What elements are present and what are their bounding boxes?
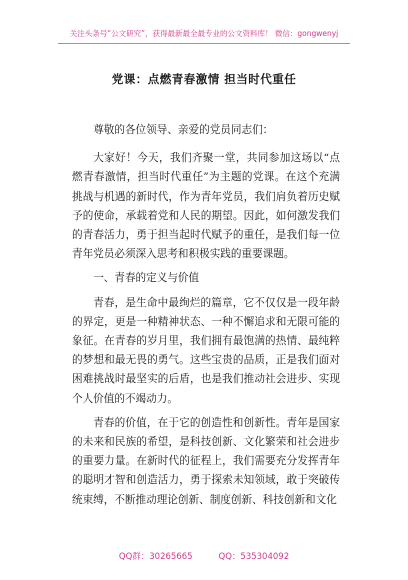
footer-contact: [0, 550, 408, 562]
paragraph-youth-value: 青春的价值，在于它的创造性和创新性。青年是国家的未来和民族的希望，是科技创新、文化繁荣和社会进步的重要力量。在新时代的征程上，我们需要充分发挥青年的聪明才智和创造活力，勇于探索未知领域，敢于突破传统束缚，不断推动理论创新、制度创新、科技创新和文化: [72, 416, 340, 506]
section-heading-1: 一、青春的定义与价值: [93, 272, 200, 285]
document-body: [72, 121, 340, 515]
footer-qq: QQ：535304092: [218, 552, 290, 562]
greeting-line: 尊敬的各位领导、亲爱的党员同志们：: [93, 124, 274, 136]
document-title: 党课：点燃青春激情 担当时代重任: [111, 72, 297, 86]
paragraph-youth-definition: 青春，是生命中最绚烂的篇章，它不仅仅是一段年龄的界定，更是一种精神状态、一种不懈追求和无限可能的象征。在青春的岁月里，我们拥有最饱满的热情、最纯粹的梦想和最无畏的勇气。这些宝贵的品质，正是我们面对困难挑战时最坚实的后盾，也是我们推动社会进步、实现个人价值的不竭动力。: [72, 296, 340, 405]
header-promo-note: 关注头条号“公文研究”，获得最新最全最专业的公文资料库！ 微信：gongwenyj: [69, 29, 339, 38]
header-divider: [58, 43, 350, 44]
footer-qq-group: QQ群：30265665: [118, 552, 193, 562]
paragraph-intro: 大家好！今天，我们齐聚一堂，共同参加这场以“点燃青春激情，担当时代重任”为主题的党课。在这个充满挑战与机遇的新时代，作为青年党员，我们肩负着历史赋予的使命，承载着党和人民的期望。因此，如何激发我们的青春活力，勇于担当起时代赋予的重任，是我们每一位青年党员必须深入思考和积极实践的重要课题。: [72, 152, 340, 261]
